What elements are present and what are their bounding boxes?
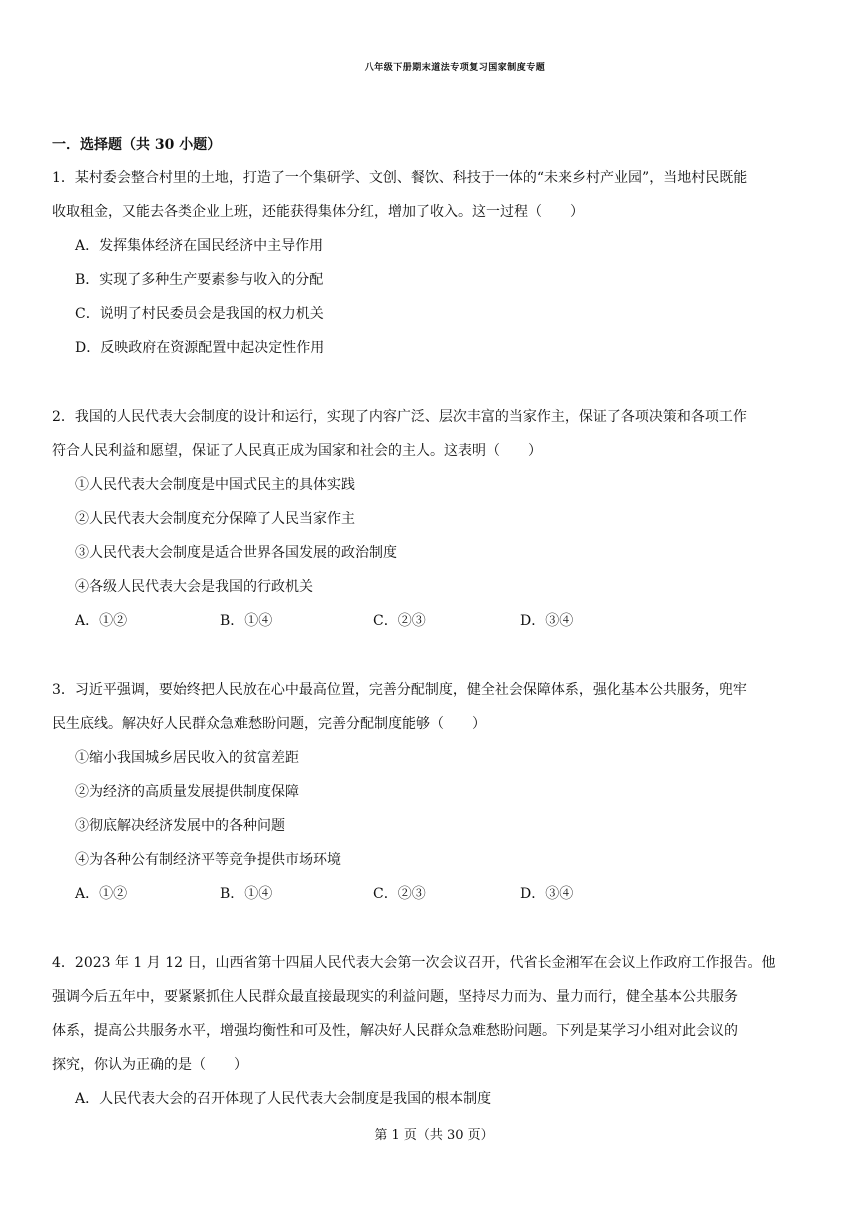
question-3-stem-line-2: 民生底线。解决好人民群众急难愁盼问题，完善分配制度能够（ ）: [52, 716, 486, 732]
question-3-stem-line-1: 3．习近平强调，要始终把人民放在心中最高位置，完善分配制度，健全社会保障体系，强化基本公共服务，兜牢: [52, 682, 747, 698]
question-2-option-c: C．②③: [373, 613, 426, 629]
question-2-option-b: B．①④: [220, 613, 273, 629]
question-2-statement-3: ③人民代表大会制度是适合世界各国发展的政治制度: [75, 545, 397, 561]
question-2-option-a: A．①②: [75, 613, 128, 629]
question-4-stem-line-4: 探究，你认为正确的是（ ）: [52, 1057, 248, 1073]
question-1-option-d: D．反映政府在资源配置中起决定性作用: [75, 340, 325, 356]
question-4-stem-line-2: 强调今后五年中，要紧紧抓住人民群众最直接最现实的利益问题，坚持尽力而为、量力而行，健全基本公共服务: [52, 989, 738, 1005]
question-1-stem-line-1: 1．某村委会整合村里的土地，打造了一个集研学、文创、餐饮、科技于一体的“未来乡村产业园”，当地村民既能: [52, 170, 748, 186]
question-2-statement-1: ①人民代表大会制度是中国式民主的具体实践: [75, 477, 355, 493]
question-4-stem-line-3: 体系，提高公共服务水平，增强均衡性和可及性，解决好人民群众急难愁盼问题。下列是某学习小组对此会议的: [52, 1023, 738, 1039]
question-3-statement-3: ③彻底解决经济发展中的各种问题: [75, 818, 285, 834]
question-3-statement-4: ④为各种公有制经济平等竞争提供市场环境: [75, 852, 341, 868]
page-footer: 第 1 页（共 30 页）: [374, 1128, 494, 1143]
question-3-statement-1: ①缩小我国城乡居民收入的贫富差距: [75, 750, 299, 766]
question-2-statement-2: ②人民代表大会制度充分保障了人民当家作主: [75, 511, 355, 527]
question-3-statement-2: ②为经济的高质量发展提供制度保障: [75, 784, 299, 800]
question-3-option-a: A．①②: [75, 886, 128, 902]
document-title: 八年级下册期末道法专项复习国家制度专题: [364, 63, 546, 73]
question-1-option-c: C．说明了村民委员会是我国的权力机关: [75, 306, 324, 322]
question-2-stem-line-2: 符合人民利益和愿望，保证了人民真正成为国家和社会的主人。这表明（ ）: [52, 443, 542, 459]
question-3-option-c: C．②③: [373, 886, 426, 902]
question-1-option-b: B．实现了多种生产要素参与收入的分配: [75, 272, 324, 288]
question-1-option-a: A．发挥集体经济在国民经济中主导作用: [75, 238, 324, 254]
question-4-stem-line-1: 4．2023 年 1 月 12 日，山西省第十四届人民代表大会第一次会议召开，代省长金湘军在会议上作政府工作报告。他: [52, 955, 776, 971]
question-3-option-d: D．③④: [520, 886, 574, 902]
question-2-stem-line-1: 2．我国的人民代表大会制度的设计和运行，实现了内容广泛、层次丰富的当家作主，保证了各项决策和各项工作: [52, 409, 747, 425]
section-heading: 一．选择题（共 30 小题）: [52, 137, 222, 153]
question-2-option-d: D．③④: [520, 613, 574, 629]
question-3-option-b: B．①④: [220, 886, 273, 902]
question-1-stem-line-2: 收取租金，又能去各类企业上班，还能获得集体分红，增加了收入。这一过程（ ）: [52, 204, 584, 220]
question-4-option-a: A．人民代表大会的召开体现了人民代表大会制度是我国的根本制度: [75, 1091, 492, 1107]
question-2-statement-4: ④各级人民代表大会是我国的行政机关: [75, 579, 313, 595]
